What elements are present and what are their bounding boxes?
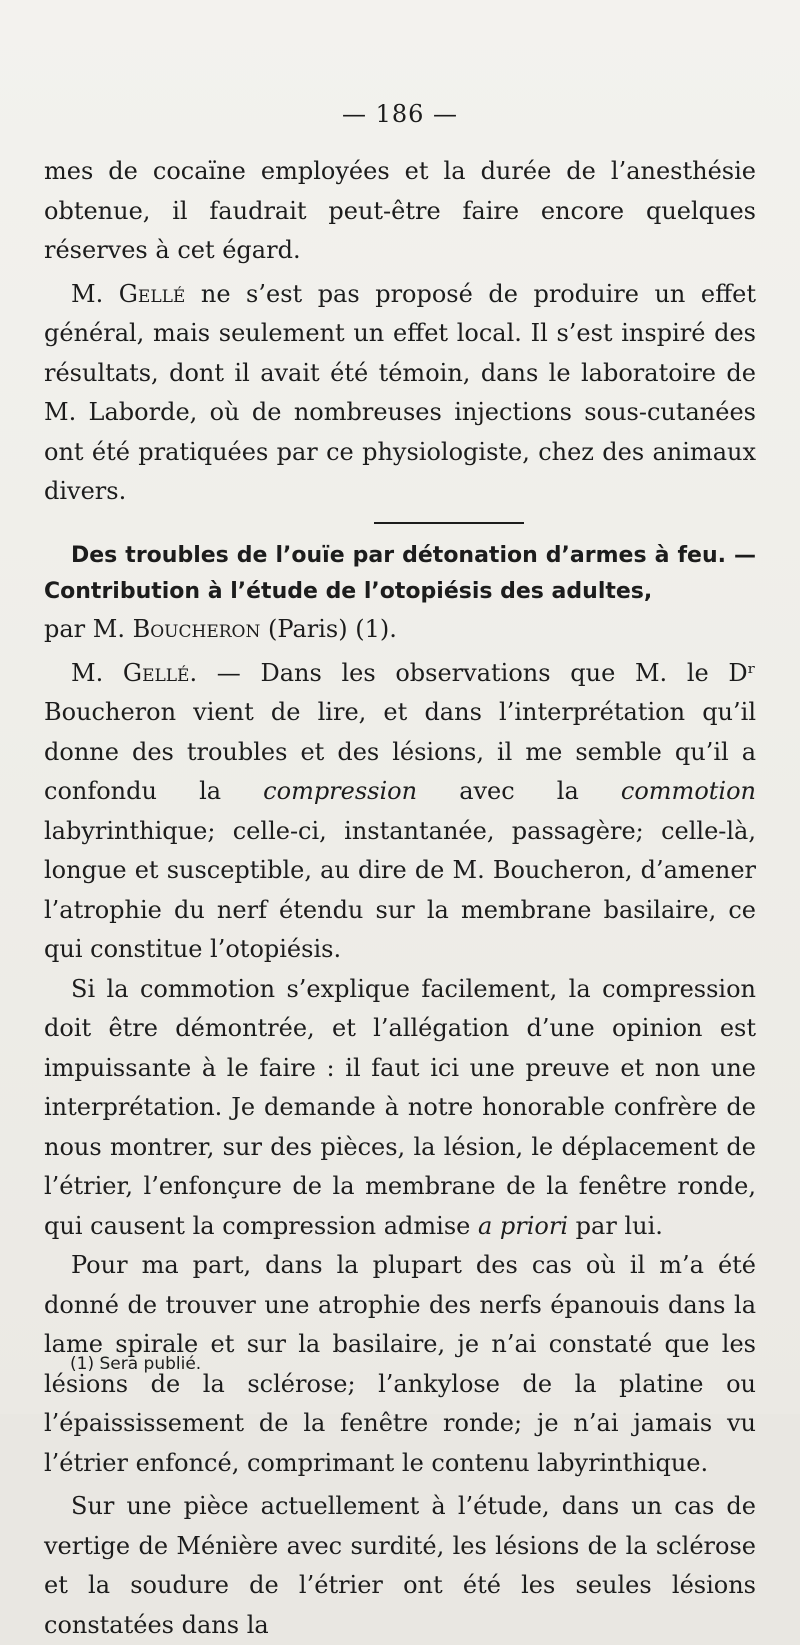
emphasis-term: commotion [620,777,756,805]
text-run: M. [71,658,123,687]
footnote: (1) Sera publié. [70,1354,202,1374]
author-name: Gellé [122,658,190,687]
text-run: labyrinthique; celle-ci, instantanée, passagère; celle-là, longue et susceptible, au dire de M. Boucheron, d’amener l’atrophie du nerf étendu sur la membrane basilaire, ce qui constitue l’otopiésis. [44,816,756,963]
emphasis-term: a priori [477,1211,569,1240]
body-text [44,152,756,1645]
text-run: (Paris) (1). [260,614,397,643]
text-run: avec la [417,777,621,805]
paragraph-commotion [44,970,756,1247]
paragraph-gelle-effect [44,275,756,512]
text-run: ne s’est pas proposé de produire un effet général, mais seulement un effet local. Il s’est inspiré des résultats, dont il avait été témoin, dans le laboratoire de M. Laborde, où de nombreuses injections sous-cutanées ont été pratiquées par ce physiologiste, chez des animaux divers. [44,279,756,505]
text-run: . — Dans les observations que M. le Dʳ Boucheron vient de lire, et dans l’interprétation qu’il donne des troubles et des lésions, il me semble qu’il a confondu la [44,658,756,805]
emphasis-term: compression [263,777,418,805]
text-run: Si la commotion s’explique facilement, la compression doit être démontrée, et l’allégation d’une opinion est impuissante à le faire : il faut ici une preuve et non une interprétation. Je demande à notre honorable confrère de nous montrer, sur des pièces, la lésion, le déplacement de l’étrier, l’enfonçure de la membrane de la fenêtre ronde, qui causent la compression admise [44,974,756,1240]
author-name: Boucheron [132,614,261,643]
paragraph-meniere-case: Sur une pièce actuellement à l’étude, dans un cas de vertige de Ménière avec surdité, les lésions de la sclérose et la soudure de l’étrier ont été les seules lésions constatées dans la [44,1492,756,1639]
paragraph-continued: mes de cocaïne employées et la durée de l’anesthésie obtenue, il faudrait peut-être faire encore quelques réserves à cet égard. [44,157,756,264]
text-run: M. [71,279,119,308]
text-run: par lui. [568,1211,663,1240]
paragraph-gelle-response [44,654,756,970]
section-heading: Des troubles de l’ouïe par détonation d’armes à feu. — Contribution à l’étude de l’otopiésis des adultes, [44,542,756,604]
text-run: par M. [44,614,133,643]
section-divider [374,522,524,524]
section-byline [44,610,756,648]
page-number: — 186 — [341,100,459,128]
author-name: Gellé [118,279,186,308]
paragraph-observations: Pour ma part, dans la plupart des cas où il m’a été donné de trouver une atrophie des nerfs épanouis dans la lame spirale et sur la basilaire, je n’ai constaté que les lésions de la sclérose; l’ankylose de la platine ou l’épaississement de la fenêtre ronde; je n’ai jamais vu l’étrier enfoncé, comprimant le contenu labyrinthique. [44,1251,756,1477]
